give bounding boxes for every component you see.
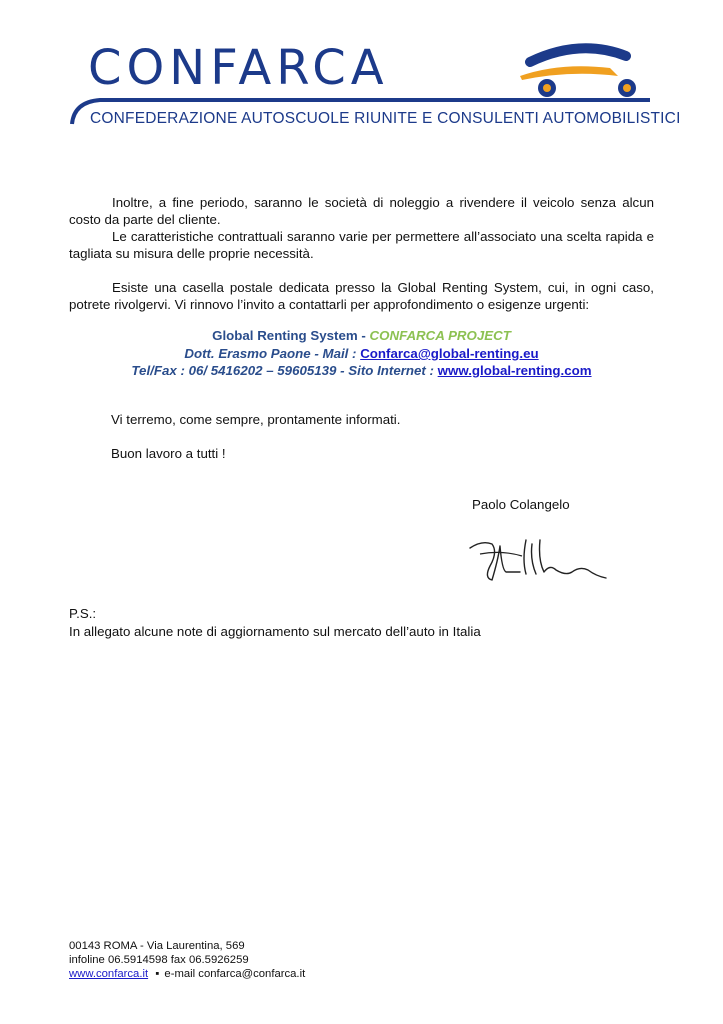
closing-line-2: Buon lavoro a tutti ! [111,446,226,461]
closing-line-1: Vi terremo, come sempre, prontamente informati. [111,412,401,427]
project-name: CONFARCA PROJECT [369,328,511,343]
footer-phones: infoline 06.5914598 fax 06.5926259 [69,954,249,966]
ps-text: In allegato alcune note di aggiornamento sul mercato dell’auto in Italia [69,624,481,639]
signature-image [462,530,612,586]
footer-website-link[interactable]: www.confarca.it [69,968,149,980]
footer-contacts [69,967,305,981]
car-body-icon [520,66,618,80]
signer-name: Paolo Colangelo [472,497,570,512]
paragraph-1: Inoltre, a fine periodo, saranno le società di noleggio a rivendere il veicolo senza alcun costo da parte del cliente. [69,195,654,227]
paragraph-2: Le caratteristiche contrattuali saranno varie per permettere all’associato una scelta rapida e tagliata su misura delle proprie necessità. [69,229,654,261]
contact-person-line: Dott. Erasmo Paone - Mail : Confarca@global-renting.eu [184,346,539,361]
car-roof-icon [530,48,626,62]
contact-website-link[interactable]: www.global-renting.com [437,363,592,378]
footer-email: e-mail confarca@confarca.it [164,968,306,980]
footer-address: 00143 ROMA - Via Laurentina, 569 [69,940,245,952]
ps-label: P.S.: [69,606,97,621]
logo-subtitle: CONFEDERAZIONE AUTOSCUOLE RIUNITE E CONSULENTI AUTOMOBILISTICI [90,110,681,127]
contact-company-line: Global Renting System - CONFARCA PROJECT [212,328,511,343]
contact-email-link[interactable]: Confarca@global-renting.eu [360,346,539,361]
paragraph-3: Esiste una casella postale dedicata presso la Global Renting System, cui, in ogni caso, potrete rivolgervi. Vi rinnovo l’invito a contattarli per approfondimento o esigenze urgenti: [69,280,654,312]
footer-bullet: ▪ [155,968,160,980]
contact-tel-line: Tel/Fax : 06/ 5416202 – 59605139 - Sito Internet : www.global-renting.com [131,363,592,378]
logo-text: CONFARCA [88,40,389,96]
company-name: Global Renting System [212,328,358,343]
